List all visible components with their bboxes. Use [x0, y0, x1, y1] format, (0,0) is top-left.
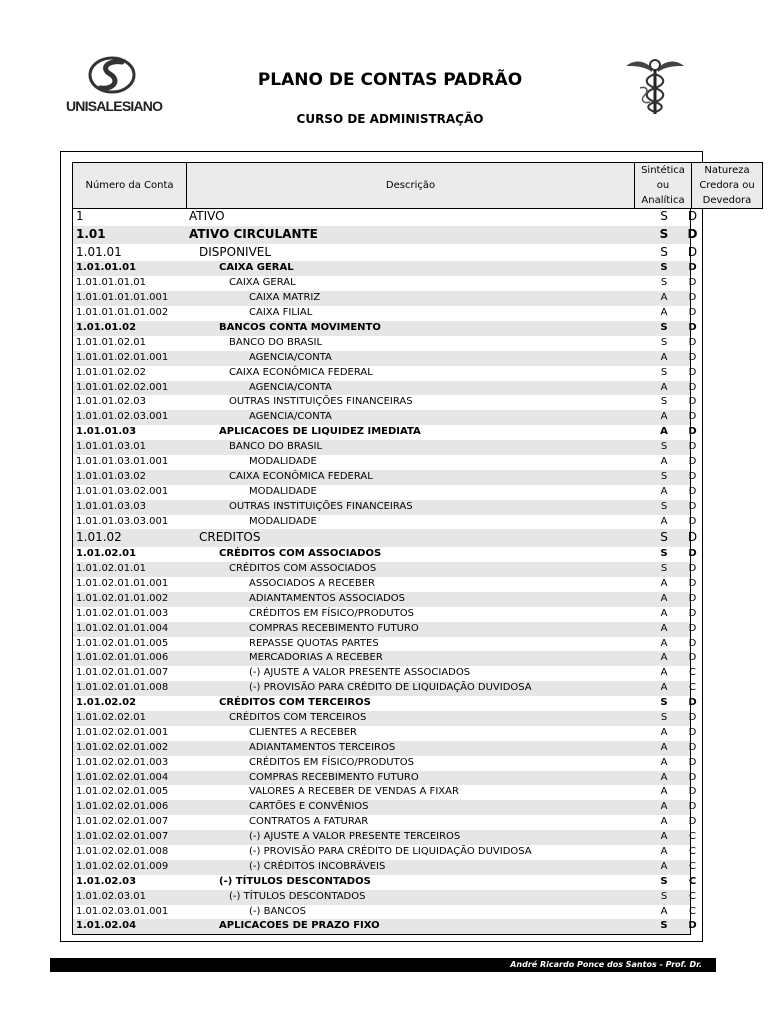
- table-row: [73, 366, 697, 381]
- account-type: A: [660, 756, 668, 768]
- account-nature: D: [688, 563, 697, 575]
- account-code: 1.01.02.02.01.005: [76, 786, 169, 798]
- account-code: 1.01.01.02.01: [76, 336, 146, 348]
- account-type: A: [660, 786, 668, 798]
- table-row: [73, 756, 697, 771]
- account-code: 1.01.01.02: [76, 321, 137, 333]
- table-row: [73, 208, 698, 226]
- account-description: APLICACOES DE PRAZO FIXO: [219, 920, 380, 932]
- account-nature: D: [688, 336, 697, 348]
- account-nature: D: [688, 396, 697, 408]
- account-code: 1.01.02.02.01.003: [76, 756, 169, 768]
- account-description: ATIVO CIRCULANTE: [189, 226, 318, 241]
- table-row: [73, 622, 697, 637]
- account-code: 1.01.01.03.01.001: [76, 455, 169, 467]
- account-description: BANCOS CONTA MOVIMENTO: [219, 321, 381, 333]
- account-nature: D: [688, 697, 697, 709]
- account-type: S: [660, 563, 668, 575]
- account-description: AGENCIA/CONTA: [249, 411, 332, 423]
- column-header-type-line: ou: [656, 180, 670, 191]
- account-type: A: [660, 592, 668, 604]
- account-description: CLIENTES A RECEBER: [249, 726, 357, 738]
- account-type: A: [660, 637, 668, 649]
- account-description: AGENCIA/CONTA: [249, 381, 332, 393]
- account-type: A: [660, 860, 668, 872]
- account-description: CRÉDITOS COM ASSOCIADOS: [219, 548, 382, 560]
- brand-name: UNISALESIANO: [66, 98, 163, 114]
- table-row: [73, 261, 697, 276]
- account-code: 1.01.02.02.01.008: [76, 846, 169, 858]
- account-type: S: [660, 277, 668, 289]
- account-description: (-) BANCOS: [249, 905, 306, 917]
- account-description: CAIXA ECONÔMICA FEDERAL: [229, 470, 373, 482]
- table-row: [73, 800, 697, 815]
- account-description: CRÉDITOS EM FÍSICO/PRODUTOS: [249, 756, 414, 768]
- account-nature: C: [689, 905, 696, 917]
- account-nature: D: [688, 262, 697, 274]
- account-nature: D: [688, 548, 697, 560]
- account-code: 1.01.02.01.01.003: [76, 607, 169, 619]
- account-description: CAIXA GERAL: [219, 262, 294, 274]
- account-description: VALORES A RECEBER DE VENDAS A FIXAR: [249, 786, 459, 798]
- account-type: S: [660, 244, 668, 259]
- page-subtitle: CURSO DE ADMINISTRAÇÃO: [296, 112, 484, 126]
- account-description: MODALIDADE: [249, 515, 317, 527]
- table-row: [73, 845, 696, 860]
- account-code: 1.01.02.02.01.009: [76, 860, 169, 872]
- account-code: 1.01.02.01.01.007: [76, 667, 169, 679]
- account-description: OUTRAS INSTITUIÇÕES FINANCEIRAS: [229, 500, 413, 512]
- account-type: A: [660, 652, 668, 664]
- account-nature: D: [688, 515, 697, 527]
- account-type: A: [660, 741, 668, 753]
- table-row: [73, 410, 697, 425]
- account-type: A: [660, 351, 668, 363]
- account-nature: D: [688, 622, 697, 634]
- table-row: [73, 875, 697, 890]
- account-code: 1.01.01.03.01: [76, 441, 146, 453]
- account-type: S: [660, 366, 668, 378]
- account-type: S: [660, 890, 668, 902]
- account-description: (-) PROVISÃO PARA CRÉDITO DE LIQUIDAÇÃO DUVIDOSA: [249, 846, 532, 858]
- account-nature: D: [688, 786, 697, 798]
- account-type: A: [660, 578, 668, 589]
- account-nature: D: [688, 470, 697, 482]
- account-code: 1.01.02.02: [76, 697, 137, 709]
- account-description: (-) TÍTULOS DESCONTADOS: [219, 875, 371, 887]
- account-description: CAIXA MATRIZ: [249, 292, 321, 304]
- account-code: 1.01.02.01.01: [76, 563, 146, 575]
- table-row: [73, 919, 697, 934]
- account-description: ATIVO: [189, 209, 225, 223]
- account-code: 1.01.01.03.02.001: [76, 485, 169, 497]
- table-row: [73, 726, 697, 741]
- account-code: 1.01.01.01.01.001: [76, 292, 169, 304]
- table-row: [73, 244, 698, 262]
- chart-of-accounts-table: [72, 208, 698, 935]
- column-header-account-number: Número da Conta: [72, 162, 187, 209]
- account-code: 1.01.02.02.01: [76, 712, 146, 724]
- account-code: 1.01.01.02.02.001: [76, 381, 169, 393]
- account-nature: D: [688, 920, 697, 932]
- account-code: 1.01.01.01.01: [76, 277, 146, 289]
- table-row: [73, 637, 697, 652]
- account-description: CAIXA FILIAL: [249, 307, 313, 319]
- table-row: [73, 425, 697, 440]
- account-code: 1.01.02.01.01.002: [76, 592, 169, 604]
- column-header-nature-line: Devedora: [702, 195, 752, 206]
- account-type: S: [660, 209, 668, 223]
- account-description: REPASSE QUOTAS PARTES: [249, 637, 379, 649]
- table-row: [73, 771, 697, 786]
- table-row: [73, 651, 697, 666]
- table-row: [73, 500, 697, 515]
- account-nature: D: [688, 607, 697, 619]
- account-description: CRÉDITOS COM ASSOCIADOS: [229, 563, 377, 575]
- account-nature: D: [688, 381, 697, 393]
- account-description: ADIANTAMENTOS ASSOCIADOS: [249, 592, 406, 604]
- footer-bar: [50, 958, 716, 972]
- account-nature: D: [688, 277, 697, 289]
- account-code: 1.01.02.01.01.004: [76, 622, 169, 634]
- account-nature: D: [688, 726, 697, 738]
- column-header-description: Descrição: [186, 162, 635, 209]
- account-nature: D: [688, 455, 697, 467]
- account-nature: D: [688, 652, 697, 664]
- account-code: 1.01.02.01.01.008: [76, 682, 169, 694]
- account-code: 1.01.02.01.01.006: [76, 652, 169, 664]
- table-row: [73, 381, 697, 396]
- account-code: 1.01.01: [76, 244, 122, 259]
- table-row: [73, 395, 697, 410]
- account-code: 1.01.01.02.02: [76, 366, 146, 378]
- account-nature: D: [688, 816, 697, 828]
- account-type: S: [660, 875, 668, 887]
- table-row: [73, 529, 698, 547]
- account-type: A: [660, 726, 668, 738]
- table-row: [73, 276, 697, 291]
- account-type: S: [659, 226, 669, 241]
- account-description: (-) AJUSTE A VALOR PRESENTE TERCEIROS: [249, 831, 461, 843]
- account-code: 1.01.01.01: [76, 262, 137, 274]
- table-row: [73, 860, 696, 875]
- account-code: 1.01.01.02.03.001: [76, 411, 169, 423]
- account-code: 1.01.02.01: [76, 548, 137, 560]
- account-code: 1.01.01.02.01.001: [76, 351, 169, 363]
- account-description: CRÉDITOS EM FÍSICO/PRODUTOS: [249, 607, 414, 619]
- account-description: COMPRAS RECEBIMENTO FUTURO: [249, 771, 419, 783]
- account-nature: D: [688, 771, 697, 783]
- table-row: [73, 890, 696, 905]
- account-code: 1.01.02.02.01.007: [76, 816, 169, 828]
- table-row: [73, 905, 696, 920]
- table-row: [73, 577, 697, 592]
- account-nature: D: [688, 712, 697, 724]
- account-type: A: [660, 816, 668, 828]
- table-row: [73, 515, 697, 530]
- account-description: CONTRATOS A FATURAR: [249, 816, 369, 828]
- account-type: S: [660, 396, 668, 408]
- account-code: 1.01.02.02.01.004: [76, 771, 169, 783]
- unisalesiano-logo: [66, 54, 162, 116]
- table-row: [73, 321, 697, 336]
- account-type: S: [660, 336, 668, 348]
- account-description: (-) PROVISÃO PARA CRÉDITO DE LIQUIDAÇÃO DUVIDOSA: [249, 682, 532, 694]
- account-code: 1.01.02.01.01.001: [76, 578, 169, 589]
- account-type: S: [660, 500, 668, 512]
- table-header: [72, 162, 755, 209]
- account-nature: D: [688, 756, 697, 768]
- account-code: 1.01.02.02.01.006: [76, 801, 169, 813]
- account-nature: D: [688, 500, 697, 512]
- table-row: [73, 547, 697, 562]
- account-type: A: [660, 485, 668, 497]
- account-type: S: [660, 321, 668, 333]
- account-nature: D: [688, 321, 697, 333]
- account-description: CAIXA ECONÔMICA FEDERAL: [229, 366, 373, 378]
- account-description: CAIXA GERAL: [229, 277, 296, 289]
- column-header-type-line: Sintética: [641, 165, 685, 176]
- account-description: CRÉDITOS COM TERCEIROS: [219, 697, 371, 709]
- account-code: 1.01.01.03.03: [76, 500, 146, 512]
- account-nature: D: [688, 292, 697, 304]
- account-nature: C: [689, 890, 696, 902]
- account-description: (-) AJUSTE A VALOR PRESENTE ASSOCIADOS: [249, 667, 471, 679]
- table-row: [73, 681, 696, 696]
- table-row: [73, 485, 697, 500]
- account-type: S: [660, 697, 668, 709]
- account-nature: D: [688, 411, 697, 423]
- table-row: [73, 562, 697, 577]
- table-row: [73, 696, 697, 711]
- account-type: S: [660, 262, 668, 274]
- account-nature: D: [688, 366, 697, 378]
- account-nature: D: [687, 226, 698, 241]
- column-header-nature-line: Credora ou: [699, 180, 755, 191]
- account-type: A: [660, 411, 668, 423]
- account-nature: C: [689, 860, 696, 872]
- account-code: 1.01.01.03: [76, 426, 137, 438]
- account-code: 1.01.02.02.01.002: [76, 741, 169, 753]
- account-code: 1.01.01.02.03: [76, 396, 146, 408]
- account-type: S: [660, 530, 668, 545]
- account-code: 1.01.02.04: [76, 920, 137, 932]
- account-description: MODALIDADE: [249, 455, 317, 467]
- account-type: A: [660, 667, 668, 679]
- account-type: S: [660, 441, 668, 453]
- account-code: 1.01.02.03.01: [76, 890, 146, 902]
- account-description: ASSOCIADOS A RECEBER: [249, 578, 375, 589]
- account-description: CRÉDITOS COM TERCEIROS: [229, 712, 367, 724]
- column-header-type: [634, 162, 692, 209]
- column-header-nature-line: Natureza: [704, 165, 750, 176]
- account-code: 1.01.02.03: [76, 875, 137, 887]
- account-description: ADIANTAMENTOS TERCEIROS: [249, 741, 396, 753]
- table-row: [73, 815, 697, 830]
- account-description: APLICACOES DE LIQUIDEZ IMEDIATA: [219, 426, 421, 438]
- table-row: [73, 291, 697, 306]
- table-row: [73, 455, 697, 470]
- account-description: (-) TÍTULOS DESCONTADOS: [229, 890, 366, 902]
- table-row: [73, 711, 697, 726]
- account-type: A: [660, 771, 668, 783]
- table-row: [73, 607, 697, 622]
- account-type: A: [660, 292, 668, 304]
- account-nature: C: [689, 667, 696, 679]
- table-row: [73, 351, 697, 366]
- account-type: S: [660, 920, 668, 932]
- account-nature: D: [688, 441, 697, 453]
- account-type: A: [660, 381, 668, 393]
- page-title: PLANO DE CONTAS PADRÃO: [257, 70, 523, 90]
- table-row: [73, 592, 697, 607]
- account-code: 1.01.02.03.01.001: [76, 905, 169, 917]
- unisalesiano-logo-icon: [86, 54, 138, 96]
- table-row: [73, 741, 697, 756]
- account-type: S: [660, 712, 668, 724]
- account-nature: D: [688, 801, 697, 813]
- account-description: CARTÕES E CONVÊNIOS: [249, 801, 369, 813]
- account-code: 1.01.02.01.01.005: [76, 637, 169, 649]
- account-nature: D: [687, 244, 698, 259]
- account-description: COMPRAS RECEBIMENTO FUTURO: [249, 622, 419, 634]
- account-description: MERCADORIAS A RECEBER: [249, 652, 383, 664]
- account-type: A: [660, 515, 668, 527]
- account-type: A: [660, 426, 668, 438]
- account-nature: D: [688, 307, 697, 319]
- account-type: A: [660, 455, 668, 467]
- account-type: A: [660, 801, 668, 813]
- account-type: A: [660, 905, 668, 917]
- column-header-type-line: Analítica: [641, 195, 685, 206]
- table-row: [73, 336, 697, 351]
- account-nature: D: [688, 578, 697, 589]
- account-nature: D: [688, 426, 697, 438]
- account-nature: C: [688, 875, 697, 887]
- account-nature: C: [689, 846, 696, 858]
- account-code: 1.01.01.03.03.001: [76, 515, 169, 527]
- account-nature: D: [688, 741, 697, 753]
- account-code: 1.01.01.01.01.002: [76, 307, 169, 319]
- account-nature: C: [689, 682, 696, 694]
- account-nature: D: [688, 592, 697, 604]
- account-code: 1.01.02.02.01.007: [76, 831, 169, 843]
- table-row: [73, 226, 698, 244]
- account-type: A: [660, 846, 668, 858]
- account-type: A: [660, 831, 668, 843]
- account-nature: D: [687, 530, 698, 545]
- account-code: 1.01.02.02.01.001: [76, 726, 169, 738]
- account-nature: D: [688, 637, 697, 649]
- table-row: [73, 666, 696, 681]
- account-description: OUTRAS INSTITUIÇÕES FINANCEIRAS: [229, 396, 413, 408]
- account-description: MODALIDADE: [249, 485, 317, 497]
- account-code: 1.01.01.03.02: [76, 470, 146, 482]
- table-row: [73, 785, 697, 800]
- account-nature: D: [688, 351, 697, 363]
- accounting-caduceus-icon: [622, 52, 688, 118]
- account-description: (-) CRÉDITOS INCOBRÁVEIS: [249, 860, 386, 872]
- account-nature: D: [688, 485, 697, 497]
- account-description: CREDITOS: [199, 530, 261, 545]
- account-type: A: [660, 682, 668, 694]
- table-row: [73, 306, 697, 321]
- table-row: [73, 440, 697, 455]
- column-header-nature: [691, 162, 763, 209]
- table-row: [73, 830, 696, 845]
- account-type: A: [660, 622, 668, 634]
- account-description: AGENCIA/CONTA: [249, 351, 332, 363]
- account-code: 1.01: [76, 226, 106, 241]
- table-row: [73, 470, 697, 485]
- account-type: S: [660, 470, 668, 482]
- account-type: A: [660, 607, 668, 619]
- account-type: S: [660, 548, 668, 560]
- account-nature: D: [687, 209, 698, 223]
- account-description: BANCO DO BRASIL: [229, 441, 323, 453]
- account-description: DISPONIVEL: [199, 244, 272, 259]
- footer-author: André Ricardo Ponce dos Santos - Prof. Dr.: [510, 960, 702, 969]
- account-description: BANCO DO BRASIL: [229, 336, 323, 348]
- account-type: A: [660, 307, 668, 319]
- account-code: 1.01.02: [76, 530, 122, 545]
- account-nature: C: [689, 831, 696, 843]
- account-code: 1: [76, 209, 84, 223]
